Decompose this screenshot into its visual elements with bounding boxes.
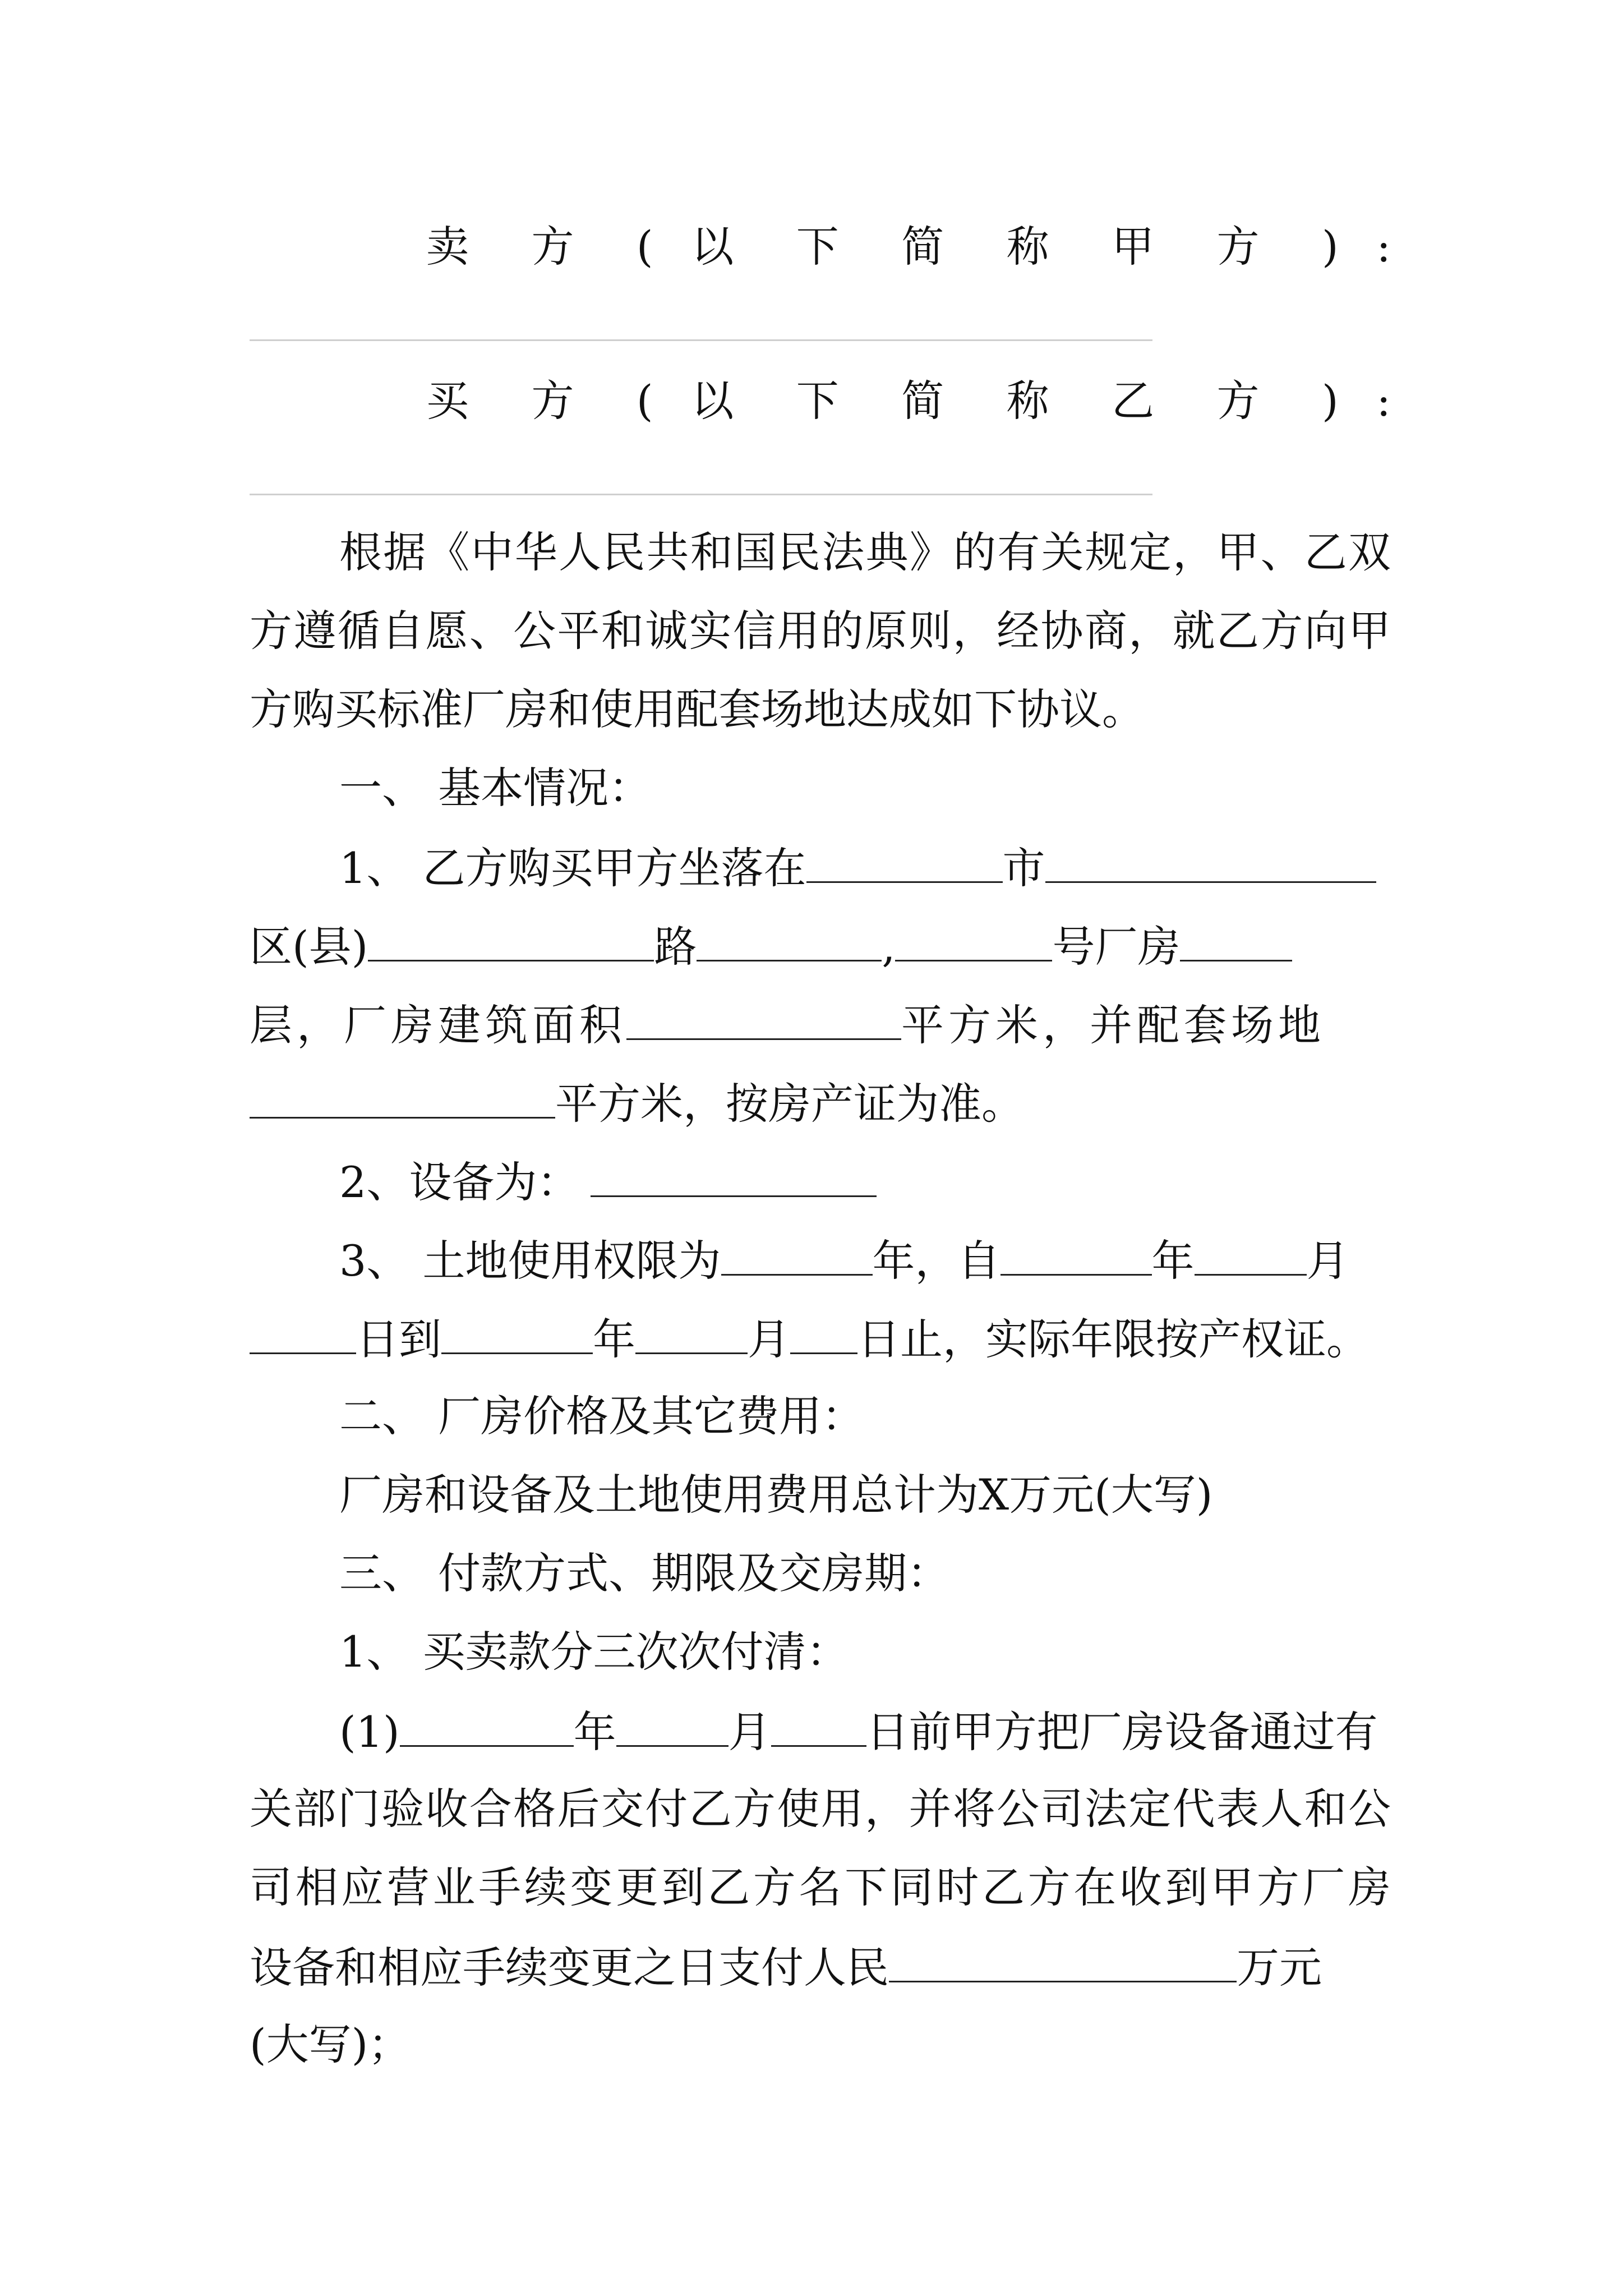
item-1-line-3: 层，厂房建筑面积 平方米，并配套场地	[250, 996, 1391, 1053]
payment-1-line-1: (1) 年 月 日前甲方把厂房设备通过有	[250, 1703, 1391, 1760]
item-1-line-2: 区(县) 路 , 号厂房	[250, 917, 1391, 975]
item-1-line-4: 平方米，按房产证为准。	[250, 1074, 1391, 1132]
intro-line-3: 方购买标准厂房和使用配套场地达成如下协议。	[250, 684, 1145, 734]
buyer-fill-line	[250, 494, 1152, 495]
blank-end-day[interactable]	[790, 1310, 857, 1354]
item-3-line-2: 日到 年 月 日止，实际年限按产权证。	[250, 1310, 1391, 1368]
blank-start-day[interactable]	[250, 1310, 356, 1354]
section-2-heading: 二、 厂房价格及其它费用：	[339, 1391, 865, 1441]
blank-end-month[interactable]	[635, 1310, 748, 1354]
blank-district[interactable]	[1045, 839, 1376, 883]
blank-end-year[interactable]	[441, 1310, 593, 1354]
blank-road[interactable]	[368, 917, 654, 961]
payment-1-line-3: 司相应营业手续变更到乙方名下同时乙方在收到甲方厂房	[250, 1862, 1391, 1912]
payment-1-line-4: 设备和相应手续变更之日支付人民 万元	[250, 1938, 1391, 1996]
section-3-heading: 三、 付款方式、期限及交房期：	[339, 1548, 950, 1598]
blank-city[interactable]	[806, 839, 1003, 883]
seller-fill-line	[250, 339, 1152, 341]
item-2-line: 2、设备为：	[250, 1153, 1481, 1211]
intro-line-1: 根据《中华人民共和国民法典》的有关规定，甲、乙双	[339, 527, 1391, 577]
blank-building-area[interactable]	[626, 996, 901, 1040]
blank-land-years[interactable]	[721, 1231, 873, 1276]
section-2-text: 厂房和设备及土地使用费用总计为X万元(大写)	[339, 1470, 1213, 1520]
blank-start-month[interactable]	[1195, 1231, 1307, 1276]
blank-pay-day[interactable]	[771, 1703, 866, 1747]
blank-pay-amount[interactable]	[889, 1938, 1237, 1982]
intro-line-2: 方遵循自愿、公平和诚实信用的原则，经协商，就乙方向甲	[250, 606, 1391, 656]
payment-1-line-5: (大写)；	[250, 2019, 411, 2069]
blank-road-no[interactable]	[697, 917, 882, 961]
blank-pay-month[interactable]	[616, 1703, 728, 1747]
blank-building-no[interactable]	[895, 917, 1052, 961]
buyer-label: 买 方 ( 以 下 简 称 乙 方 ) :	[426, 376, 1391, 426]
seller-label: 卖 方 ( 以 下 简 称 甲 方 ) :	[426, 222, 1391, 272]
blank-equipment[interactable]	[591, 1153, 877, 1197]
item-3-line-1: 3、 土地使用权限为 年，自 年 月	[250, 1231, 1481, 1289]
blank-start-year[interactable]	[1000, 1231, 1152, 1276]
blank-floor[interactable]	[1180, 917, 1292, 961]
payment-1-line-2: 关部门验收合格后交付乙方使用，并将公司法定代表人和公	[250, 1784, 1391, 1834]
section-3-item-1: 1、 买卖款分三次次付清：	[339, 1627, 849, 1677]
item-1-line-1: 1、 乙方购买甲方坐落在 市	[250, 839, 1391, 896]
section-1-heading: 一、 基本情况：	[339, 763, 652, 813]
blank-pay-year[interactable]	[400, 1703, 574, 1747]
blank-site-area[interactable]	[250, 1074, 555, 1119]
